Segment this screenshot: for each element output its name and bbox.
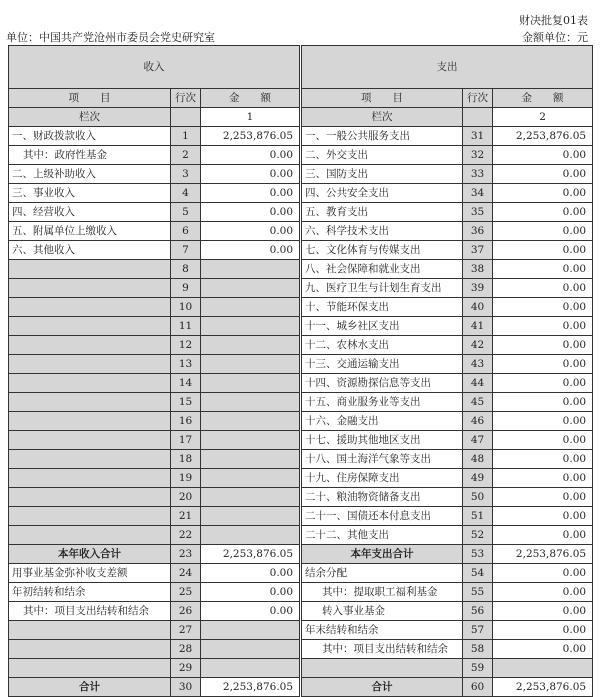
income-line-no: 30 xyxy=(171,678,201,697)
expense-amount: 0.00 xyxy=(493,260,593,279)
table-row xyxy=(9,184,593,203)
income-item: 本年收入合计 xyxy=(9,545,171,564)
income-amount xyxy=(201,317,301,336)
income-amount xyxy=(201,412,301,431)
expense-amount: 0.00 xyxy=(493,317,593,336)
table-row xyxy=(9,450,593,469)
income-amount: 2,253,876.05 xyxy=(201,678,301,697)
table-row xyxy=(9,507,593,526)
expense-item: 十一、城乡社区支出 xyxy=(301,317,463,336)
expense-item: 六、科学技术支出 xyxy=(301,222,463,241)
income-item xyxy=(9,469,171,488)
budget-table xyxy=(8,45,593,697)
income-item: 三、事业收入 xyxy=(9,184,171,203)
expense-line-no: 38 xyxy=(463,260,493,279)
expense-line-no: 47 xyxy=(463,431,493,450)
income-line-no: 9 xyxy=(171,279,201,298)
income-amount xyxy=(201,279,301,298)
expense-item: 合计 xyxy=(301,678,463,697)
expense-line-no: 45 xyxy=(463,393,493,412)
expense-amount: 0.00 xyxy=(493,241,593,260)
expense-item: 十四、资源勘探信息等支出 xyxy=(301,374,463,393)
expense-line-no: 55 xyxy=(463,583,493,602)
expense-amount: 0.00 xyxy=(493,507,593,526)
income-section-title: 收入 xyxy=(9,46,301,89)
table-row xyxy=(9,222,593,241)
income-line-no: 5 xyxy=(171,203,201,222)
income-amount: 0.00 xyxy=(201,564,301,583)
expense-item: 转入事业基金 xyxy=(301,602,463,621)
income-item xyxy=(9,450,171,469)
expense-item xyxy=(301,659,463,678)
income-item xyxy=(9,374,171,393)
table-row xyxy=(9,165,593,184)
table-row xyxy=(9,374,593,393)
table-row xyxy=(9,203,593,222)
expense-amount: 0.00 xyxy=(493,640,593,659)
income-line-no: 6 xyxy=(171,222,201,241)
income-amount: 0.00 xyxy=(201,241,301,260)
expense-item: 十八、国土海洋气象等支出 xyxy=(301,450,463,469)
income-line-no: 15 xyxy=(171,393,201,412)
table-row xyxy=(9,241,593,260)
income-item xyxy=(9,317,171,336)
income-line-no: 18 xyxy=(171,450,201,469)
expense-line-no: 35 xyxy=(463,203,493,222)
expense-line-no: 51 xyxy=(463,507,493,526)
table-row xyxy=(9,431,593,450)
expense-line-no: 48 xyxy=(463,450,493,469)
income-line-no: 11 xyxy=(171,317,201,336)
expense-line-no: 43 xyxy=(463,355,493,374)
income-amount-header: 金 额 xyxy=(201,89,301,108)
expense-line-no: 59 xyxy=(463,659,493,678)
expense-item: 三、国防支出 xyxy=(301,165,463,184)
expense-line-no: 32 xyxy=(463,146,493,165)
income-item xyxy=(9,488,171,507)
expense-amount: 0.00 xyxy=(493,165,593,184)
expense-line-no: 49 xyxy=(463,469,493,488)
expense-amount: 0.00 xyxy=(493,469,593,488)
table-row xyxy=(9,488,593,507)
income-item: 合计 xyxy=(9,678,171,697)
income-amount xyxy=(201,488,301,507)
expense-amount xyxy=(493,659,593,678)
income-amount xyxy=(201,659,301,678)
income-item-header: 项 目 xyxy=(9,89,171,108)
table-row xyxy=(9,659,593,678)
income-amount: 0.00 xyxy=(201,184,301,203)
income-line-no: 22 xyxy=(171,526,201,545)
table-row xyxy=(9,583,593,602)
income-amount: 0.00 xyxy=(201,222,301,241)
expense-line-no: 36 xyxy=(463,222,493,241)
expense-item: 十二、农林水支出 xyxy=(301,336,463,355)
expense-section-title: 支出 xyxy=(301,46,593,89)
expense-amount: 0.00 xyxy=(493,621,593,640)
income-line-no: 1 xyxy=(171,127,201,146)
income-amount xyxy=(201,336,301,355)
expense-item: 九、医疗卫生与计划生育支出 xyxy=(301,279,463,298)
unit-label: 单位：中国共产党沧州市委员会党史研究室 xyxy=(6,31,215,44)
income-amount xyxy=(201,374,301,393)
income-item xyxy=(9,412,171,431)
expense-line-no: 31 xyxy=(463,127,493,146)
expense-colno-label: 栏次 xyxy=(301,108,463,127)
expense-amount: 2,253,876.05 xyxy=(493,127,593,146)
income-item xyxy=(9,393,171,412)
income-amount xyxy=(201,507,301,526)
expense-line-no: 42 xyxy=(463,336,493,355)
income-item xyxy=(9,279,171,298)
income-line-no: 26 xyxy=(171,602,201,621)
expense-item: 十六、金融支出 xyxy=(301,412,463,431)
expense-amount: 0.00 xyxy=(493,564,593,583)
income-line-no: 13 xyxy=(171,355,201,374)
expense-item: 四、公共安全支出 xyxy=(301,184,463,203)
expense-amount: 0.00 xyxy=(493,184,593,203)
income-amount xyxy=(201,431,301,450)
expense-line-no: 56 xyxy=(463,602,493,621)
expense-item: 其中：提取职工福利基金 xyxy=(301,583,463,602)
table-row xyxy=(9,545,593,564)
expense-item: 结余分配 xyxy=(301,564,463,583)
income-item xyxy=(9,336,171,355)
table-row xyxy=(9,640,593,659)
income-line-no: 7 xyxy=(171,241,201,260)
currency-label: 金额单位：元 xyxy=(522,31,588,44)
expense-item: 十七、援助其他地区支出 xyxy=(301,431,463,450)
expense-line-no: 50 xyxy=(463,488,493,507)
income-item: 四、经营收入 xyxy=(9,203,171,222)
expense-line-no: 52 xyxy=(463,526,493,545)
income-line-header: 行次 xyxy=(171,89,201,108)
table-row xyxy=(9,298,593,317)
income-item: 用事业基金弥补收支差额 xyxy=(9,564,171,583)
income-item: 其中：政府性基金 xyxy=(9,146,171,165)
expense-item: 年末结转和结余 xyxy=(301,621,463,640)
income-item: 年初结转和结余 xyxy=(9,583,171,602)
expense-amount-header: 金 额 xyxy=(493,89,593,108)
table-row xyxy=(9,621,593,640)
income-line-no: 23 xyxy=(171,545,201,564)
expense-line-no: 60 xyxy=(463,678,493,697)
income-item xyxy=(9,355,171,374)
income-colno-label: 栏次 xyxy=(9,108,171,127)
expense-amount: 0.00 xyxy=(493,488,593,507)
expense-item: 其中：项目支出结转和结余 xyxy=(301,640,463,659)
expense-item: 十五、商业服务业等支出 xyxy=(301,393,463,412)
income-item xyxy=(9,298,171,317)
table-row xyxy=(9,526,593,545)
income-item: 其中：项目支出结转和结余 xyxy=(9,602,171,621)
income-line-no: 19 xyxy=(171,469,201,488)
income-amount: 0.00 xyxy=(201,203,301,222)
expense-line-no: 37 xyxy=(463,241,493,260)
expense-amount: 0.00 xyxy=(493,298,593,317)
income-line-no: 12 xyxy=(171,336,201,355)
table-row xyxy=(9,602,593,621)
table-row xyxy=(9,355,593,374)
expense-line-no: 33 xyxy=(463,165,493,184)
expense-item: 十、节能环保支出 xyxy=(301,298,463,317)
income-item xyxy=(9,621,171,640)
expense-item: 二十、粮油物资储备支出 xyxy=(301,488,463,507)
income-item: 二、上级补助收入 xyxy=(9,165,171,184)
expense-line-no: 40 xyxy=(463,298,493,317)
expense-item: 二十一、国债还本付息支出 xyxy=(301,507,463,526)
expense-line-header: 行次 xyxy=(463,89,493,108)
expense-amount: 2,253,876.05 xyxy=(493,545,593,564)
expense-amount: 0.00 xyxy=(493,279,593,298)
expense-item: 五、教育支出 xyxy=(301,203,463,222)
income-line-no: 2 xyxy=(171,146,201,165)
expense-amount: 0.00 xyxy=(493,203,593,222)
expense-amount: 0.00 xyxy=(493,336,593,355)
income-amount xyxy=(201,393,301,412)
income-line-no: 17 xyxy=(171,431,201,450)
form-code: 财决批复01表 xyxy=(519,14,588,27)
income-item xyxy=(9,507,171,526)
expense-line-no: 46 xyxy=(463,412,493,431)
income-amount xyxy=(201,450,301,469)
expense-amount: 0.00 xyxy=(493,374,593,393)
table-row xyxy=(9,317,593,336)
table-row xyxy=(9,393,593,412)
income-item: 五、附属单位上缴收入 xyxy=(9,222,171,241)
income-amount: 0.00 xyxy=(201,165,301,184)
income-amount: 2,253,876.05 xyxy=(201,545,301,564)
expense-amount: 0.00 xyxy=(493,355,593,374)
income-item xyxy=(9,260,171,279)
expense-line-no: 34 xyxy=(463,184,493,203)
expense-line-no: 53 xyxy=(463,545,493,564)
expense-amount: 0.00 xyxy=(493,602,593,621)
expense-line-no: 58 xyxy=(463,640,493,659)
income-amount xyxy=(201,640,301,659)
income-amount: 2,253,876.05 xyxy=(201,127,301,146)
table-row xyxy=(9,260,593,279)
expense-line-no: 54 xyxy=(463,564,493,583)
income-line-no: 14 xyxy=(171,374,201,393)
expense-amount: 0.00 xyxy=(493,431,593,450)
expense-item: 二、外交支出 xyxy=(301,146,463,165)
expense-line-no: 41 xyxy=(463,317,493,336)
expense-line-no: 39 xyxy=(463,279,493,298)
income-line-no: 25 xyxy=(171,583,201,602)
income-amount xyxy=(201,621,301,640)
income-amount xyxy=(201,469,301,488)
income-amount: 0.00 xyxy=(201,602,301,621)
expense-amount: 0.00 xyxy=(493,526,593,545)
expense-amount: 2,253,876.05 xyxy=(493,678,593,697)
table-row xyxy=(9,336,593,355)
expense-item: 一、一般公共服务支出 xyxy=(301,127,463,146)
expense-item: 八、社会保障和就业支出 xyxy=(301,260,463,279)
table-row xyxy=(9,678,593,697)
expense-line-no: 44 xyxy=(463,374,493,393)
income-line-no: 24 xyxy=(171,564,201,583)
expense-amount: 0.00 xyxy=(493,583,593,602)
income-amount: 0.00 xyxy=(201,583,301,602)
expense-item: 二十二、其他支出 xyxy=(301,526,463,545)
income-amount: 0.00 xyxy=(201,146,301,165)
expense-amount: 0.00 xyxy=(493,222,593,241)
income-item xyxy=(9,659,171,678)
expense-item-header: 项 目 xyxy=(301,89,463,108)
income-item xyxy=(9,640,171,659)
expense-line-no: 57 xyxy=(463,621,493,640)
table-row xyxy=(9,279,593,298)
expense-amount: 0.00 xyxy=(493,146,593,165)
income-line-no: 28 xyxy=(171,640,201,659)
income-line-no: 20 xyxy=(171,488,201,507)
table-row xyxy=(9,564,593,583)
income-line-no: 29 xyxy=(171,659,201,678)
expense-amount: 0.00 xyxy=(493,412,593,431)
income-item: 六、其他收入 xyxy=(9,241,171,260)
expense-item: 十三、交通运输支出 xyxy=(301,355,463,374)
income-item xyxy=(9,431,171,450)
income-line-no: 10 xyxy=(171,298,201,317)
income-line-no: 16 xyxy=(171,412,201,431)
table-row xyxy=(9,146,593,165)
income-line-no: 27 xyxy=(171,621,201,640)
expense-amount: 0.00 xyxy=(493,393,593,412)
table-row xyxy=(9,412,593,431)
expense-amount: 0.00 xyxy=(493,450,593,469)
income-amount xyxy=(201,298,301,317)
income-amount xyxy=(201,355,301,374)
income-amount xyxy=(201,526,301,545)
income-line-no: 4 xyxy=(171,184,201,203)
income-item xyxy=(9,526,171,545)
expense-colno-value: 2 xyxy=(493,108,593,127)
income-colno-value: 1 xyxy=(201,108,301,127)
table-row xyxy=(9,127,593,146)
income-amount xyxy=(201,260,301,279)
expense-item: 十九、住房保障支出 xyxy=(301,469,463,488)
expense-item: 本年支出合计 xyxy=(301,545,463,564)
income-line-no: 3 xyxy=(171,165,201,184)
income-item: 一、财政拨款收入 xyxy=(9,127,171,146)
income-line-no: 21 xyxy=(171,507,201,526)
expense-colno-blank xyxy=(463,108,493,127)
income-colno-blank xyxy=(171,108,201,127)
income-line-no: 8 xyxy=(171,260,201,279)
expense-item: 七、文化体育与传媒支出 xyxy=(301,241,463,260)
table-row xyxy=(9,469,593,488)
